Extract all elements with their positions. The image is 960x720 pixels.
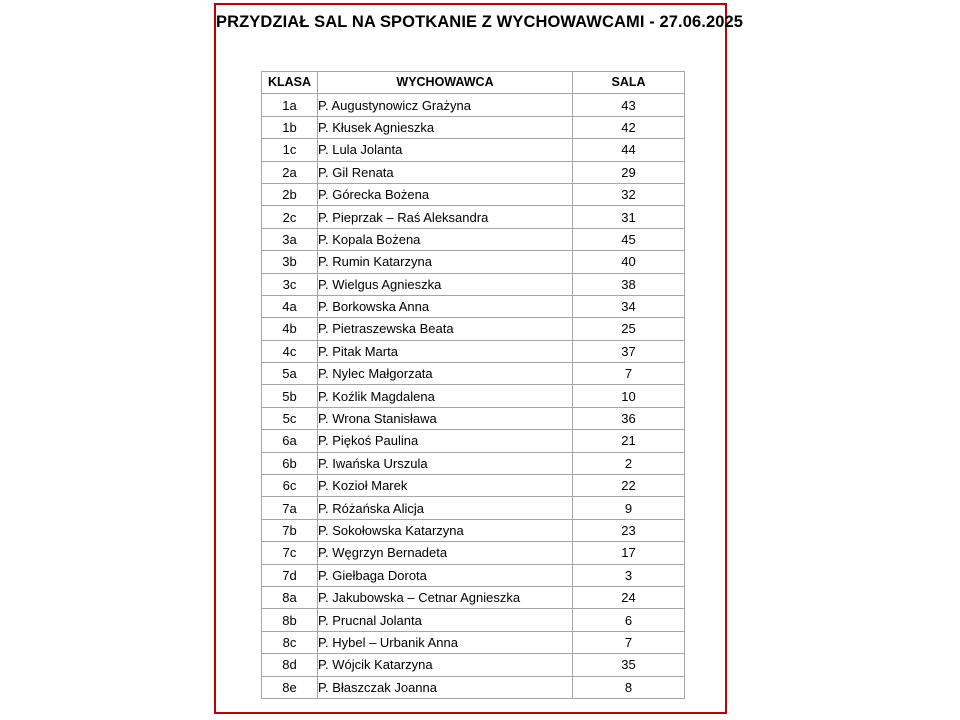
table-row (262, 497, 685, 519)
wychowawca-cell: P. Różańska Alicja (318, 497, 573, 519)
klasa-cell: 8c (262, 631, 318, 653)
wychowawca-cell: P. Wielgus Agnieszka (318, 273, 573, 295)
klasa-cell: 3c (262, 273, 318, 295)
sala-cell: 43 (573, 94, 685, 116)
sala-cell: 23 (573, 519, 685, 541)
wychowawca-cell: P. Pitak Marta (318, 340, 573, 362)
sala-cell: 22 (573, 475, 685, 497)
wychowawca-cell: P. Augustynowicz Grażyna (318, 94, 573, 116)
wychowawca-cell: P. Wrona Stanisława (318, 407, 573, 429)
wychowawca-cell: P. Iwańska Urszula (318, 452, 573, 474)
table-row (262, 273, 685, 295)
klasa-cell: 1c (262, 139, 318, 161)
wychowawca-cell: P. Rumin Katarzyna (318, 251, 573, 273)
klasa-cell: 2b (262, 183, 318, 205)
klasa-cell: 6c (262, 475, 318, 497)
table-row (262, 228, 685, 250)
klasa-cell: 4a (262, 295, 318, 317)
table-row (262, 295, 685, 317)
table-row (262, 609, 685, 631)
table-row (262, 519, 685, 541)
klasa-cell: 5b (262, 385, 318, 407)
wychowawca-cell: P. Górecka Bożena (318, 183, 573, 205)
wychowawca-cell: P. Wójcik Katarzyna (318, 654, 573, 676)
sala-cell: 45 (573, 228, 685, 250)
wychowawca-cell: P. Jakubowska – Cetnar Agnieszka (318, 586, 573, 608)
sala-cell: 40 (573, 251, 685, 273)
table-row (262, 542, 685, 564)
sala-cell: 2 (573, 452, 685, 474)
sala-cell: 3 (573, 564, 685, 586)
table-row (262, 183, 685, 205)
sala-cell: 10 (573, 385, 685, 407)
header-row (262, 72, 685, 94)
wychowawca-cell: P. Sokołowska Katarzyna (318, 519, 573, 541)
sala-cell: 42 (573, 116, 685, 138)
wychowawca-cell: P. Piękoś Paulina (318, 430, 573, 452)
sala-cell: 7 (573, 363, 685, 385)
klasa-cell: 7c (262, 542, 318, 564)
sala-cell: 36 (573, 407, 685, 429)
table-row (262, 407, 685, 429)
table-row (262, 318, 685, 340)
wychowawca-cell: P. Kłusek Agnieszka (318, 116, 573, 138)
header-wychowawca: WYCHOWAWCA (318, 72, 573, 94)
table-row (262, 94, 685, 116)
sala-cell: 9 (573, 497, 685, 519)
klasa-cell: 2c (262, 206, 318, 228)
klasa-cell: 6b (262, 452, 318, 474)
table-row (262, 452, 685, 474)
sala-cell: 7 (573, 631, 685, 653)
sala-cell: 35 (573, 654, 685, 676)
wychowawca-cell: P. Borkowska Anna (318, 295, 573, 317)
klasa-cell: 1b (262, 116, 318, 138)
klasa-cell: 8a (262, 586, 318, 608)
klasa-cell: 1a (262, 94, 318, 116)
sala-cell: 34 (573, 295, 685, 317)
klasa-cell: 7b (262, 519, 318, 541)
klasa-cell: 8b (262, 609, 318, 631)
wychowawca-cell: P. Prucnal Jolanta (318, 609, 573, 631)
klasa-cell: 3a (262, 228, 318, 250)
wychowawca-cell: P. Gil Renata (318, 161, 573, 183)
table-row (262, 654, 685, 676)
table-row (262, 586, 685, 608)
klasa-cell: 2a (262, 161, 318, 183)
wychowawca-cell: P. Kozioł Marek (318, 475, 573, 497)
table-row (262, 340, 685, 362)
sala-cell: 21 (573, 430, 685, 452)
room-assignment-table (261, 71, 685, 699)
klasa-cell: 8e (262, 676, 318, 698)
klasa-cell: 3b (262, 251, 318, 273)
klasa-cell: 4b (262, 318, 318, 340)
wychowawca-cell: P. Błaszczak Joanna (318, 676, 573, 698)
wychowawca-cell: P. Pietraszewska Beata (318, 318, 573, 340)
sala-cell: 29 (573, 161, 685, 183)
table-row (262, 475, 685, 497)
sala-cell: 8 (573, 676, 685, 698)
table-row (262, 564, 685, 586)
klasa-cell: 5a (262, 363, 318, 385)
klasa-cell: 8d (262, 654, 318, 676)
table-row (262, 251, 685, 273)
sala-cell: 25 (573, 318, 685, 340)
table-body (262, 94, 685, 699)
sala-cell: 37 (573, 340, 685, 362)
wychowawca-cell: P. Giełbaga Dorota (318, 564, 573, 586)
table-row (262, 631, 685, 653)
sala-cell: 24 (573, 586, 685, 608)
table-row (262, 206, 685, 228)
table-row (262, 676, 685, 698)
table-row (262, 161, 685, 183)
sala-cell: 44 (573, 139, 685, 161)
table-header (262, 72, 685, 94)
table-row (262, 139, 685, 161)
header-klasa: KLASA (262, 72, 318, 94)
table-row (262, 116, 685, 138)
sala-cell: 31 (573, 206, 685, 228)
klasa-cell: 6a (262, 430, 318, 452)
wychowawca-cell: P. Kopala Bożena (318, 228, 573, 250)
page-title: PRZYDZIAŁ SAL NA SPOTKANIE Z WYCHOWAWCAMI - 27.06.2025 (216, 13, 744, 31)
klasa-cell: 7d (262, 564, 318, 586)
sala-cell: 32 (573, 183, 685, 205)
table-row (262, 430, 685, 452)
wychowawca-cell: P. Nylec Małgorzata (318, 363, 573, 385)
table-row (262, 385, 685, 407)
klasa-cell: 4c (262, 340, 318, 362)
wychowawca-cell: P. Lula Jolanta (318, 139, 573, 161)
wychowawca-cell: P. Węgrzyn Bernadeta (318, 542, 573, 564)
wychowawca-cell: P. Koźlik Magdalena (318, 385, 573, 407)
sala-cell: 6 (573, 609, 685, 631)
sala-cell: 17 (573, 542, 685, 564)
wychowawca-cell: P. Pieprzak – Raś Aleksandra (318, 206, 573, 228)
klasa-cell: 7a (262, 497, 318, 519)
table-row (262, 363, 685, 385)
sala-cell: 38 (573, 273, 685, 295)
document-frame (214, 3, 744, 714)
wychowawca-cell: P. Hybel – Urbanik Anna (318, 631, 573, 653)
header-sala: SALA (573, 72, 685, 94)
klasa-cell: 5c (262, 407, 318, 429)
